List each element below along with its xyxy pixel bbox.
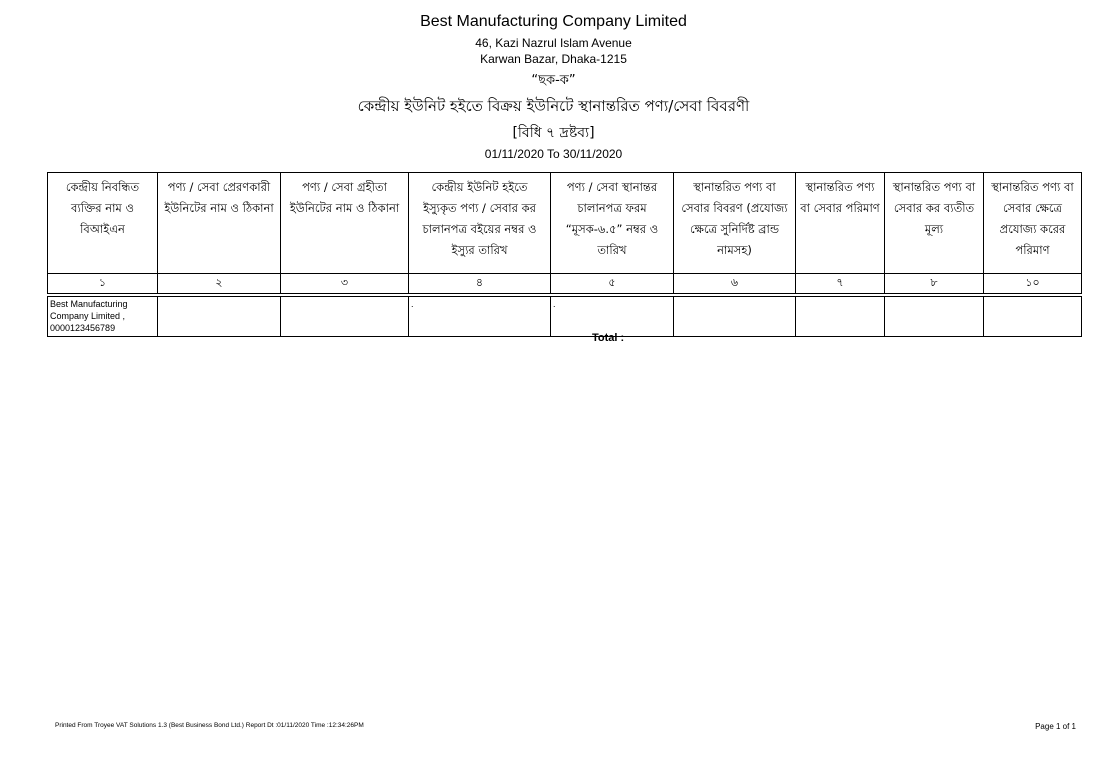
form-code: “ছক-ক” bbox=[531, 73, 576, 88]
column-header: কেন্দ্রীয় নিবন্ধিত ব্যক্তির নাম ও বিআইএন bbox=[48, 173, 158, 274]
column-number: ৬ bbox=[674, 274, 796, 294]
column-number: ৩ bbox=[281, 274, 409, 294]
table-cell: Best Manufacturing Company Limited , 0000123456789 bbox=[48, 297, 158, 337]
column-header: পণ্য / সেবা স্থানান্তর চালানপত্র ফরম “মূসক-৬.৫” নম্বর ও তারিখ bbox=[551, 173, 674, 274]
page-number: Page 1 of 1 bbox=[1035, 722, 1076, 731]
company-name: Best Manufacturing Company Limited bbox=[420, 13, 687, 30]
column-number-row bbox=[48, 274, 1082, 294]
table-cell bbox=[674, 297, 796, 337]
column-header: কেন্দ্রীয় ইউনিট হইতে ইস্যুকৃত পণ্য / সেবার কর চালানপত্র বইয়ের নম্বর ও ইস্যুর তারিখ bbox=[409, 173, 551, 274]
date-range: 01/11/2020 To 30/11/2020 bbox=[484, 147, 623, 161]
column-number: ৭ bbox=[796, 274, 885, 294]
address-line-1: 46, Kazi Nazrul Islam Avenue bbox=[475, 36, 632, 50]
column-header: স্থানান্তরিত পণ্য বা সেবার বিবরণ (প্রযোজ্য ক্ষেত্রে সুনির্দিষ্ট ব্রান্ড নামসহ) bbox=[674, 173, 796, 274]
address-line-2: Karwan Bazar, Dhaka-1215 bbox=[480, 52, 627, 66]
column-number: ৫ bbox=[551, 274, 674, 294]
column-number: ১০ bbox=[984, 274, 1082, 294]
report-title: কেন্দ্রীয় ইউনিট হইতে বিক্রয় ইউনিটে স্থানান্তরিত পণ্য/সেবা বিবরণী bbox=[357, 97, 750, 115]
table-cell bbox=[984, 297, 1082, 337]
column-number: ৪ bbox=[409, 274, 551, 294]
table-cell bbox=[885, 297, 984, 337]
column-number: ২ bbox=[158, 274, 281, 294]
table-cell: . bbox=[409, 297, 551, 337]
column-header: স্থানান্তরিত পণ্য বা সেবার কর ব্যতীত মূল্য bbox=[885, 173, 984, 274]
table-row bbox=[48, 297, 1082, 337]
column-header: স্থানান্তরিত পণ্য বা সেবার ক্ষেত্রে প্রযোজ্য করের পরিমাণ bbox=[984, 173, 1082, 274]
printed-footer: Printed From Troyee VAT Solutions 1.3 (Best Business Bond Ltd.) Report Dt :01/11/2020 Time :12:34:26PM bbox=[55, 722, 364, 729]
rule-reference: [বিধি ৭ দ্রষ্টব্য] bbox=[512, 125, 595, 141]
column-header: পণ্য / সেবা গ্রহীতা ইউনিটের নাম ও ঠিকানা bbox=[281, 173, 409, 274]
column-number: ১ bbox=[48, 274, 158, 294]
table-cell bbox=[796, 297, 885, 337]
table-header-row bbox=[48, 173, 1082, 274]
total-label: Total : bbox=[592, 332, 625, 344]
column-header: পণ্য / সেবা প্রেরণকারী ইউনিটের নাম ও ঠিকানা bbox=[158, 173, 281, 274]
column-header: স্থানান্তরিত পণ্য বা সেবার পরিমাণ bbox=[796, 173, 885, 274]
table-cell bbox=[158, 297, 281, 337]
table-cell bbox=[281, 297, 409, 337]
transfer-table bbox=[47, 172, 1082, 337]
table-cell: . bbox=[551, 297, 674, 337]
column-number: ৮ bbox=[885, 274, 984, 294]
